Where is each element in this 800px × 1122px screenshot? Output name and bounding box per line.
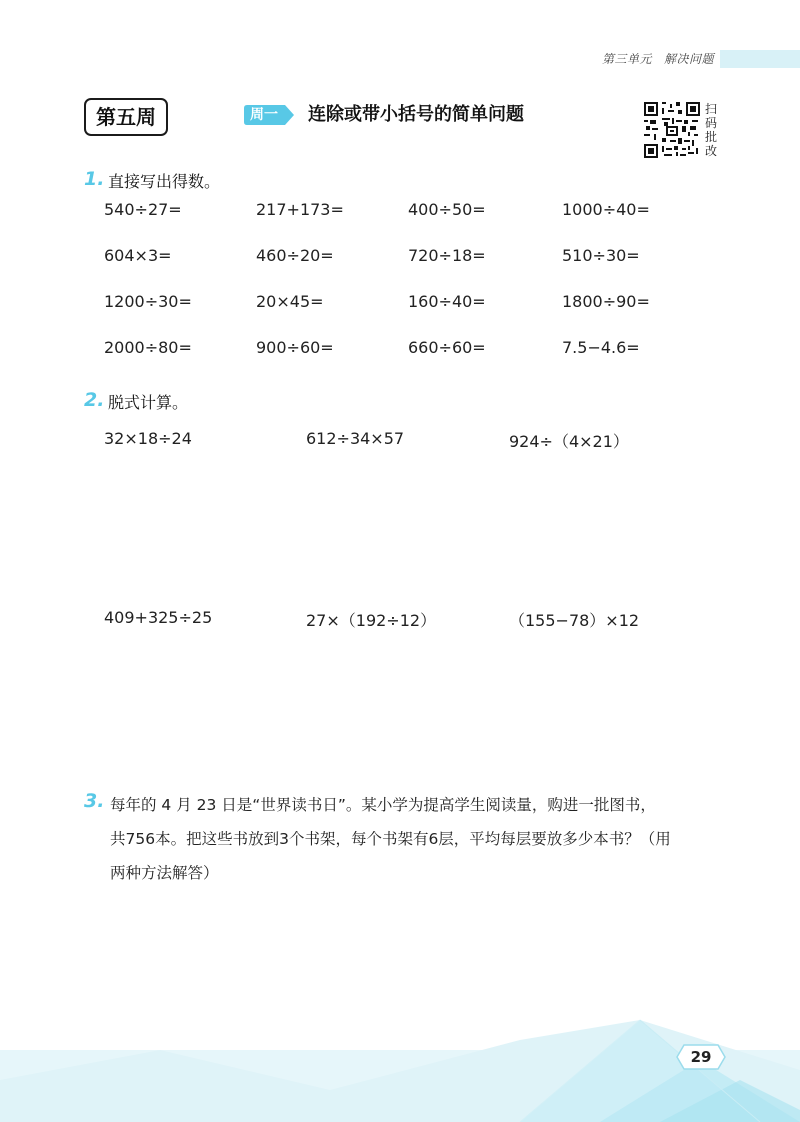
calculation-item: （155−78）×12	[509, 611, 640, 630]
lesson-title: 连除或带小括号的简单问题	[308, 104, 524, 125]
math-row	[104, 292, 744, 338]
math-item: 20×45=	[256, 292, 324, 311]
day-tab	[243, 104, 295, 126]
math-item: 400÷50=	[408, 200, 486, 219]
math-item: 160÷40=	[408, 292, 486, 311]
question-3-line: 两种方法解答）	[110, 864, 219, 882]
day-label: 周一	[250, 107, 278, 123]
math-item: 1200÷30=	[104, 292, 192, 311]
math-item: 217+173=	[256, 200, 344, 219]
header-band	[720, 50, 800, 68]
qr-caption	[704, 102, 718, 158]
math-item: 2000÷80=	[104, 338, 192, 357]
question-3-text	[110, 788, 722, 890]
question-2-number: 2.	[84, 389, 105, 411]
math-item: 460÷20=	[256, 246, 334, 265]
question-2-title: 脱式计算。	[108, 393, 189, 412]
calculation-item: 409+325÷25	[104, 608, 213, 627]
qr-caption-char: 码	[704, 116, 717, 130]
math-item: 510÷30=	[562, 246, 640, 265]
math-item: 540÷27=	[104, 200, 182, 219]
qr-code-icon[interactable]	[644, 102, 700, 158]
calculation-item: 924÷（4×21）	[509, 432, 629, 451]
running-header	[602, 50, 714, 68]
week-badge	[84, 98, 168, 136]
qr-caption-char: 批	[704, 130, 717, 144]
qr-caption-char: 扫	[704, 102, 717, 116]
question-3-number: 3.	[84, 790, 105, 812]
week-label: 第五周	[96, 105, 156, 129]
math-row	[104, 246, 744, 292]
math-item: 7.5−4.6=	[562, 338, 640, 357]
qr-caption-char: 改	[704, 144, 717, 158]
topic-label: 解决问题	[663, 52, 714, 66]
math-row	[104, 200, 744, 246]
calculation-item: 32×18÷24	[104, 429, 192, 448]
question-3-line: 共756本。把这些书放到3个书架，每个书架有6层，平均每层要放多少本书？（用	[110, 830, 671, 848]
math-item: 720÷18=	[408, 246, 486, 265]
math-row	[104, 338, 744, 384]
math-item: 604×3=	[104, 246, 172, 265]
question-1-title: 直接写出得数。	[108, 172, 221, 191]
calculation-item: 612÷34×57	[306, 429, 405, 448]
math-item: 660÷60=	[408, 338, 486, 357]
question-1-number: 1.	[84, 168, 105, 190]
mental-math-grid	[104, 200, 744, 384]
math-item: 1800÷90=	[562, 292, 650, 311]
math-item: 900÷60=	[256, 338, 334, 357]
unit-label: 第三单元	[601, 52, 652, 66]
calculation-item: 27×（192÷12）	[306, 611, 437, 630]
page-number: 29	[690, 1048, 712, 1066]
math-item: 1000÷40=	[562, 200, 650, 219]
question-3-line: 每年的 4 月 23 日是“世界读书日”。某小学为提高学生阅读量，购进一批图书，	[110, 796, 656, 814]
